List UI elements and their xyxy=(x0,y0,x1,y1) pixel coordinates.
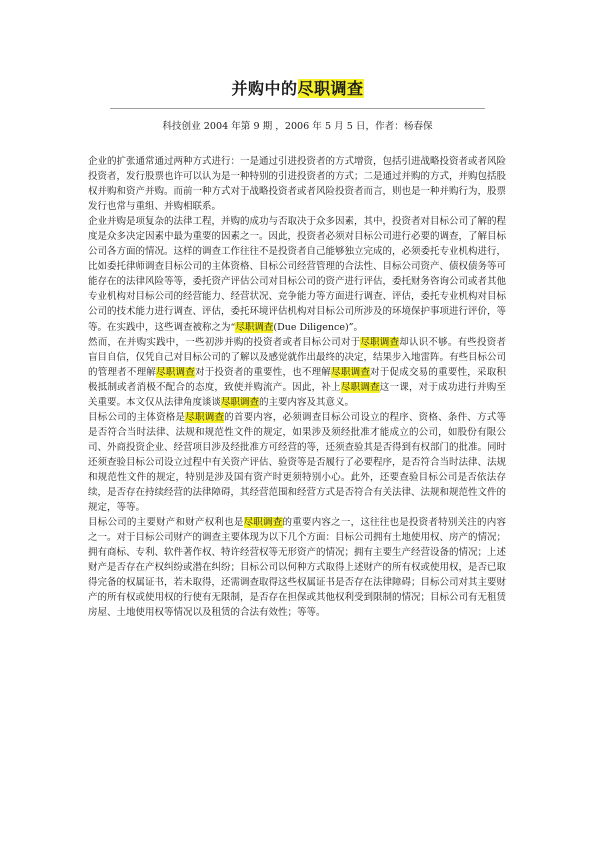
title-divider xyxy=(110,108,485,109)
title-prefix: 并购中的 xyxy=(231,79,298,98)
article-title xyxy=(0,76,595,99)
paragraph-text: 的主要内容及其意义。 xyxy=(259,396,355,408)
body-paragraph xyxy=(88,214,506,334)
body-paragraph xyxy=(88,154,506,214)
highlighted-keyword: 尽职调查 xyxy=(331,366,371,378)
paragraph-text: 然而，在并购实践中，一些初涉并购的投资者或者目标公司对于 xyxy=(88,336,361,348)
highlighted-keyword: 尽职调查 xyxy=(156,366,195,378)
paragraph-text: 这一课，对于成功进行并购至关重要。本文仅从法律角度谈谈 xyxy=(88,381,506,408)
article-body xyxy=(88,154,506,620)
body-paragraph xyxy=(88,335,506,410)
highlighted-keyword: 尽职调查 xyxy=(243,517,283,529)
paragraph-text: 的首要内容，必须调查目标公司设立的程序、资格、条件、方式等是否符合当时法律、法规和规范性文件的规定，如果涉及须经批准才能成立的公司，如股份有限公司、外商投资企业、经营项目涉及经批准方可经营的等，还须查验其是否得到有权部门的批准。同时还须查验目标公司设立过程中有关资产评估、验资等是否履行了必要程序，是否符合当时法律、法规和规范性文件的规定，特别是涉及国有资产时更须特别小心。此外，还要查验目标公司是否依法存续，是否存在持续经营的法律障碍，其经营范围和经营方式是否符合有关法律、法规和规范性文件的规定，等等。 xyxy=(88,411,507,514)
paragraph-text: 的重要内容之一，这往往也是投资者特别关注的内容之一。对于目标公司财产的调查主要体现为以下几个方面：目标公司拥有土地使用权、房产的情况；拥有商标、专利、软件著作权、特许经营权等无形资产的情况；拥有主要生产经营设备的情况；上述财产是否存在产权纠纷或潜在纠纷；目标公司以何种方式取得上述财产的所有权或使用权，是否已取得完备的权属证书，若未取得，还需调查取得这些权属证书是否存在法律障碍；目标公司对其主要财产的所有权或使用权的行使有无限制，是否存在担保或其他权利受到限制的情况；目标公司有无租赁房屋、土地使用权等情况以及租赁的合法有效性；等等。 xyxy=(88,517,507,619)
highlighted-keyword: 尽职调查 xyxy=(360,336,400,348)
paragraph-text: 对于促成交易的重要性，采取积极抵制或者消极不配合的态度，致使并购流产。因此，补上 xyxy=(88,366,506,393)
body-paragraph xyxy=(88,410,506,515)
body-paragraph xyxy=(88,515,506,620)
paragraph-text: 却认识不够。有些投资者盲目自信，仅凭自己对目标公司的了解以及感觉就作出最终的决定，结果步入地雷阵。有些目标公司的管理者不理解 xyxy=(88,336,507,378)
title-highlight: 尽职调查 xyxy=(297,79,364,98)
highlighted-keyword: 尽职调查 xyxy=(221,396,260,408)
paragraph-text: 对于投资者的重要性，也不理解 xyxy=(194,366,332,378)
highlighted-keyword: 尽职调查 xyxy=(185,411,225,423)
paragraph-text: 目标公司的主要财产和财产权利也是 xyxy=(88,517,244,529)
highlighted-keyword: 尽职调查 xyxy=(235,321,274,333)
highlighted-keyword: 尽职调查 xyxy=(340,381,380,393)
paragraph-text: (Due Diligence)”。 xyxy=(273,321,364,333)
article-byline: 科技创业 2004 年第 9 期 ，2006 年 5 月 5 日，作者：杨春保 xyxy=(162,121,433,132)
paragraph-text: 企业的扩张通常通过两种方式进行：一是通过引进投资者的方式增资，包括引进战略投资者或者风险投资者，发行股票也许可以认为是一种特别的引进投资者的方式；二是通过并购的方式，并购包括股权并购和资产并购。而前一种方式对于战略投资者或者风险投资者而言，则也是一种并购行为，股票发行也常与重组、并购相联系。 xyxy=(88,156,507,213)
paragraph-text: 目标公司的主体资格是 xyxy=(88,411,186,423)
paragraph-text: 企业并购是项复杂的法律工程，并购的成功与否取决于众多因素，其中，投资者对目标公司了解的程度是众多决定因素中最为重要的因素之一。因此，投资者必须对目标公司进行必要的调查，了解目标公司各方面的情况。这样的调查工作往往不是投资者自己能够独立完成的，必须委托专业机构进行，比如委托律师调查目标公司的主体资格、目标公司经营管理的合法性、目标公司资产、债权债务等可能存在的法律风险等等，委托资产评估公司对目标公司的资产进行评估，委托财务咨询公司或者其他专业机构对目标公司的经营能力、经营状况、竞争能力等方面进行调查、评估，委托专业机构对目标公司的技术能力进行调查、评估，委托环境评估机构对目标公司所涉及的环境保护事项进行评价，等等。在实践中，这些调查被称之为“ xyxy=(88,216,507,333)
